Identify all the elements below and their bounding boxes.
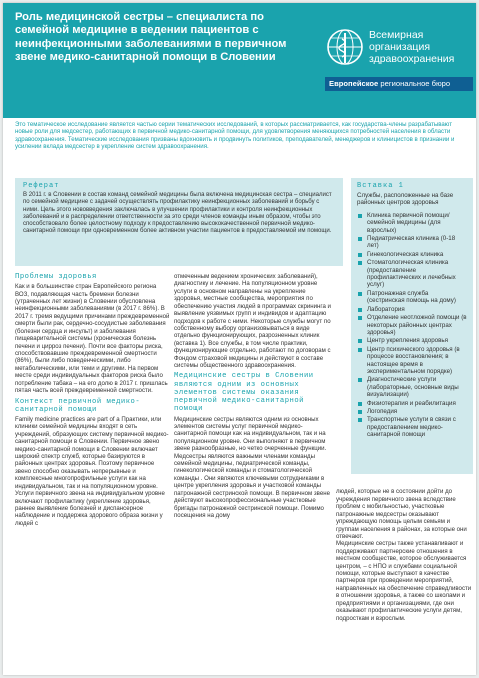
column-1 <box>15 273 170 527</box>
section-text-health-problems: Как и в большинстве стран Европейского региона ВОЗ, подавляющая часть бремени болезни (утраченных лет жизни) в Словении обусловлена неинфекционными заболеваниями (в 2017 г. 86%). В 2017 г. тремя ведущими причинами преждевременной смерти были рак, сердечно-сосудистые заболевания (болезни сердца и инсульт) и заболевания пищеварительной системы (хроническая болезнь печени и цирроз печени). Почти все факторы риска, способствовавшие преждевременной смертности (86%), были либо поведенческими, либо метаболическими, или теми и другими. На первом месте среди индивидуальных факторов риска было потребление табака – на его долю в 2017 г. пришлась пятая часть всей преждевременной смертности. <box>15 283 170 395</box>
section-heading-nurses: Медицинские сестры в Словении являются одним из основных элементов системы оказания первичной медико-санитарной помощи <box>174 372 314 414</box>
page-bottom-margin <box>3 665 476 675</box>
list-item: Центр укрепления здоровья <box>357 337 467 344</box>
list-item: Отделение неотложной помощи (в некоторых районных центрах здоровья) <box>357 314 467 336</box>
document-page <box>3 3 476 675</box>
box-1 <box>351 178 473 474</box>
list-item: Клиника первичной помощи/ семейной медицины (для взрослых) <box>357 212 467 234</box>
section-text-nurses: Медицинские сестры являются одним из основных элементов системы услуг первичной медико-санитарной помощи как на индивидуальном, так и на популяционном уровне. Они выполняют в первичном звене разнообразные, но четко очерченные функции. Медсестры являются важными членами команды семейной медицины, педиатрической команды, гинекологической команды и стоматологической команды . Они являются ключевыми сотрудниками в центре укрепления здоровья и участковой команды патронажной сестринской помощи. В первичном звене действуют высокопрофессиональные участковые бригады патронажной сестринской помощи. Помимо посещения на дому <box>174 415 330 519</box>
section-text-continued: отмеченным ведением хронических заболеваний), диагностику и лечение. На популяционном уровне услуги в основном направлены на укрепление здоровья, местные сообщества, мероприятия по обеспечению участия людей в программах скрининга и выявление уязвимых групп и индивидов и адаптацию подходов к работе с ними. Некоторые службы могут по собственному выбору организовываться в виде отдельно функционирующих, разрозненных клиник (вставка 1). Все службы, в том числе практики, функционирующие отдельно, работают по договорам с Фондом страховой медицины и действуют в составе системы общественного здравоохранения. <box>174 273 331 370</box>
regional-office-rest: региональное бюро <box>378 79 451 88</box>
section-text-phc-context: Family medicine practices are part of a Практики, или клиники семейной медицины входят в сеть учреждений, образующих систему первичной медико-санитарной помощи в Словении. Первичное звено медико-санитарной помощи в Словении включает широкий спектр служб, которые базируются в районных центрах здоровья. Поэтому первичное звено способно оказывать непрерывные и комплексные многопрофильные услуги как на индивидуальном, так и на популяционном уровне. Услуги первичного звена на индивидуальном уровне включают профилактику (укрепление здоровья, раннее выявление болезней и диспансерное наблюдение и поддержка здорового образа жизни у людей с <box>15 415 169 527</box>
list-item: Лаборатория <box>357 306 467 313</box>
box-service-list <box>357 212 467 439</box>
box-subtitle: Службы, расположенные на базе районных центров здоровья <box>357 192 454 207</box>
section-text-column-3: людей, которые не в состоянии дойти до учреждения первичного звена вследствие проблем с мобильностью, участковые патронажные медсестры оказывают упреждающую помощь целым семьям и группам населения в районах, за которые они отвечают. Медицинские сестры также устанавливают и поддерживают партнерские отношения в местном сообществе, которое обслуживается центром, – с НПО и службами социальной помощи, которые выступают в качестве партнеров при проведении мероприятий, направленных на обеспечение справедливости в отношении здоровья, а также со школами и предприятиями и организациями, где они оказывают профилактические услуги детям, подросткам и взрослым. <box>336 488 472 622</box>
who-emblem-icon <box>325 27 365 67</box>
list-item: Диагностические услуги (лабораторные, основные виды визуализации) <box>357 376 467 398</box>
summary-box <box>15 178 343 266</box>
regional-office-bar <box>325 77 473 91</box>
section-heading-phc-context: Контекст первичной медико-санитарной помощи <box>15 397 141 414</box>
list-item: Центр психического здоровья (в процессе восстановления; в настоящее время в экспериментальном порядке) <box>357 346 467 376</box>
who-logo-name: Всемирная организация здравоохранения <box>369 29 455 65</box>
list-item: Стоматологическая клиника (предоставление профилактических и лечебных услуг) <box>357 259 467 289</box>
summary-text: В 2011 г. в Словении в состав команд семейной медицины была включена медицинская сестра – специалист по семейной медицине с задачей осуществлять профилактику неинфекционных заболеваний и борьбу с ними. Цель этого нововведения заключалась в улучшении профилактики и контроля неинфекционных заболеваний и в распределении ответственности за это среди членов команды иным образом, чтобы это способствовало более целостному подходу к предоставлению высококачественной первичной медико-санитарной помощи при одновременном более активном участии пациентов в предоставляемой им помощи. <box>23 192 332 235</box>
list-item: Педиатрическая клиника (0-18 лет) <box>357 235 467 250</box>
section-heading-health-problems: Проблемы здоровья <box>15 273 97 281</box>
box-heading: Вставка 1 <box>357 182 404 190</box>
who-logo <box>325 27 473 107</box>
list-item: Физиотерапия и реабилитация <box>357 400 467 407</box>
column-2 <box>174 273 332 519</box>
document-title: Роль медицинской сестры – специалиста по семейной медицине в ведении пациентов с неинфекционными заболеваниями в первичном звене медико-санитарной помощи в Словении <box>15 11 287 63</box>
list-item: Гинекологическая клиника <box>357 251 467 258</box>
summary-heading: Реферат <box>23 182 60 190</box>
list-item: Транспортные услуги в связи с предоставлением медико-санитарной помощи <box>357 416 467 438</box>
intro-paragraph: Это тематическое исследование является частью серии тематических исследований, в которых рассматривается, как государства-члены разрабатывают новые роли для медсестер, работающих в первичной медико-санитарной помощи, для удовлетворения меняющихся потребностей населения в области здравоохранения. Тематические исследования призваны вдохновить и продвинуть политиков, преподавателей, менеджеров и клиницистов в признании и усилении вклада медсестер в укрепление систем здравоохранения. <box>15 121 455 151</box>
list-item: Логопедия <box>357 408 467 415</box>
header-banner <box>3 3 476 118</box>
column-3 <box>336 481 473 629</box>
list-item: Патронажная служба (сестринская помощь на дому) <box>357 290 467 305</box>
regional-office-bold: Европейское <box>329 79 379 88</box>
